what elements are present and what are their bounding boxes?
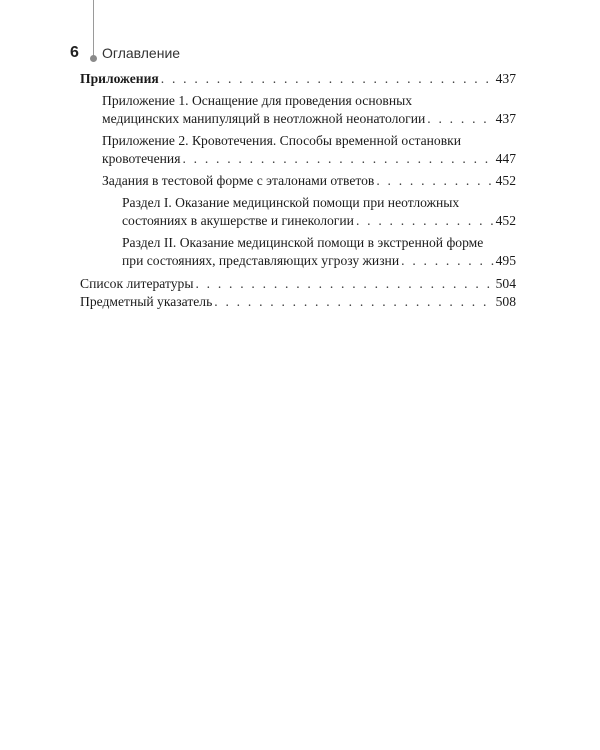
header-dot-marker bbox=[90, 55, 97, 62]
toc-entry-title: Задания в тестовой форме с эталонами ответов bbox=[102, 173, 375, 188]
toc-page-number: 437 bbox=[495, 111, 516, 126]
toc-entry-references[interactable] bbox=[80, 275, 516, 293]
toc-entry-title-line: Раздел I. Оказание медицинской помощи при неотложных bbox=[122, 195, 460, 210]
toc-entry-appendix-1[interactable] bbox=[80, 92, 516, 128]
toc-entry-title-line: состояниях в акушерстве и гинекологии bbox=[122, 213, 354, 228]
dot-leader bbox=[376, 172, 493, 190]
toc-page-number: 447 bbox=[495, 151, 516, 166]
toc-entry-subject-index[interactable] bbox=[80, 293, 516, 311]
page-number: 6 bbox=[70, 44, 79, 61]
toc-entry-section-2[interactable] bbox=[80, 234, 516, 270]
table-of-contents bbox=[80, 70, 516, 311]
toc-entry-title-line: Приложение 2. Кровотечения. Способы временной остановки bbox=[102, 133, 461, 148]
toc-entry-title-line: при состояниях, представляющих угрозу жизни bbox=[122, 253, 400, 268]
toc-entry-title-line: кровотечения bbox=[102, 151, 181, 166]
dot-leader bbox=[214, 293, 493, 311]
toc-page-number: 508 bbox=[495, 294, 516, 309]
toc-page-number: 452 bbox=[495, 173, 516, 188]
toc-page-number: 495 bbox=[495, 253, 516, 268]
toc-entry-test-tasks[interactable] bbox=[80, 172, 516, 190]
toc-entry-title: Предметный указатель bbox=[80, 294, 213, 309]
running-title: Оглавление bbox=[102, 45, 181, 61]
toc-entry-title-line: Приложение 1. Оснащение для проведения основных bbox=[102, 93, 413, 108]
toc-entry-title-line: медицинских манипуляций в неотложной неонатологии bbox=[102, 111, 426, 126]
toc-entry-title: Список литературы bbox=[80, 276, 194, 291]
dot-leader bbox=[401, 252, 493, 270]
dot-leader bbox=[182, 150, 493, 168]
dot-leader bbox=[427, 110, 493, 128]
toc-entry-appendix-2[interactable] bbox=[80, 132, 516, 168]
dot-leader bbox=[356, 212, 494, 230]
toc-page-number: 504 bbox=[495, 276, 516, 291]
header-vertical-rule bbox=[93, 0, 94, 57]
toc-entry-title: Приложения bbox=[80, 71, 159, 86]
toc-entry-section-1[interactable] bbox=[80, 194, 516, 230]
dot-leader bbox=[161, 70, 494, 88]
toc-page-number: 437 bbox=[495, 71, 516, 86]
toc-entry-title-line: Раздел II. Оказание медицинской помощи в экстренной форме bbox=[122, 235, 484, 250]
toc-page-number: 452 bbox=[495, 213, 516, 228]
toc-entry-appendices[interactable] bbox=[80, 70, 516, 88]
dot-leader bbox=[195, 275, 493, 293]
